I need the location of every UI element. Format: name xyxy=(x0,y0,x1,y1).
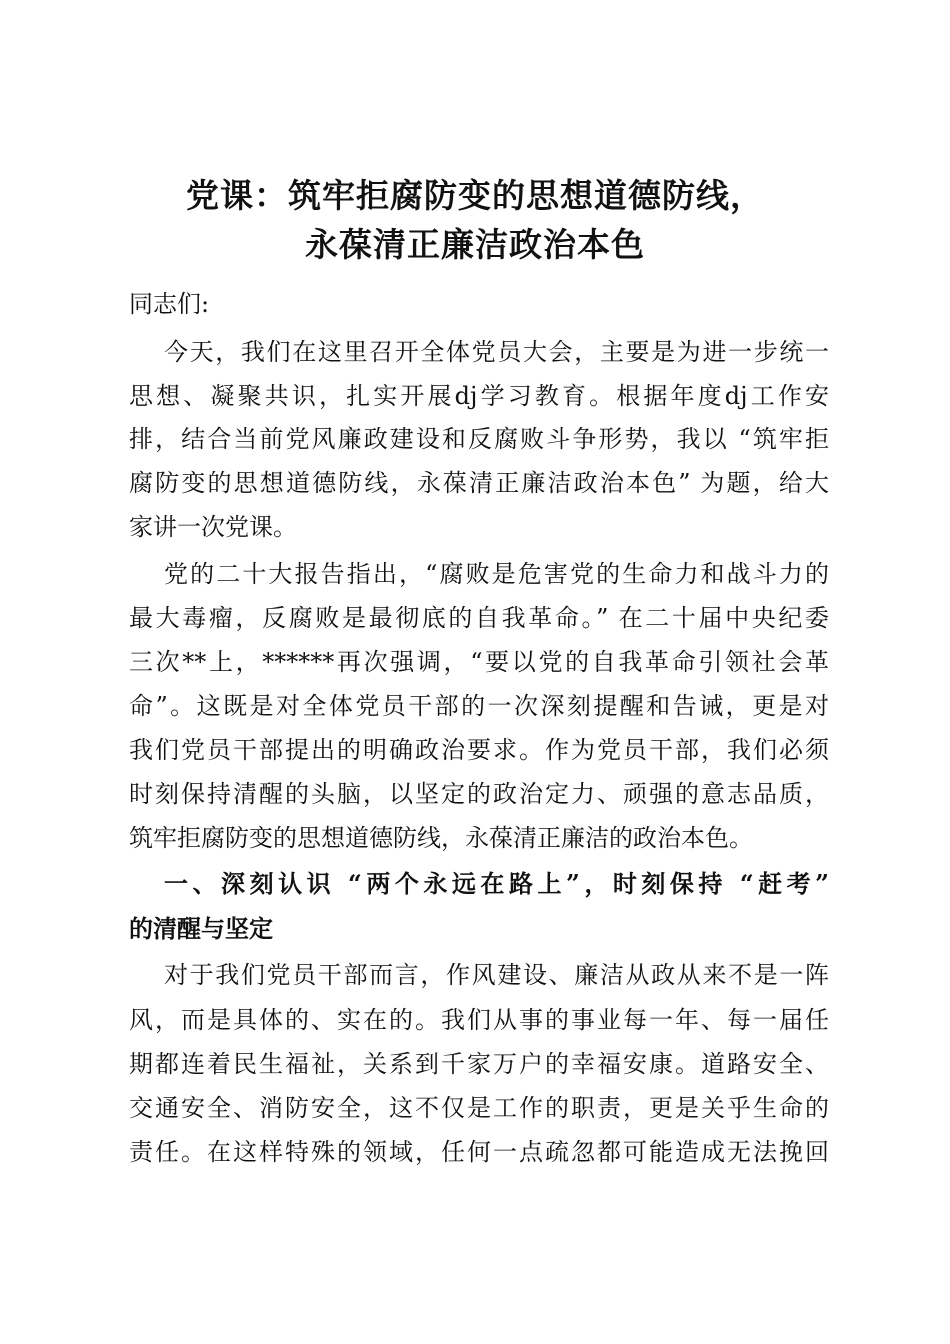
paragraph-2-line: 时刻保持清醒的头脑，以坚定的政治定力、顽强的意志品质， xyxy=(129,780,829,808)
salutation: 同志们: xyxy=(129,290,210,318)
paragraph-3-line: 风，而是具体的、实在的。我们从事的事业每一年、每一届任 xyxy=(129,1006,829,1034)
paragraph-2-line: 党的二十大报告指出，“腐败是危害党的生命力和战斗力的 xyxy=(164,560,829,588)
paragraph-3-line: 对于我们党员干部而言，作风建设、廉洁从政从来不是一阵 xyxy=(164,961,829,989)
paragraph-1-line: 今天，我们在这里召开全体党员大会，主要是为进一步统一 xyxy=(164,338,829,366)
section-heading-line: 的清醒与坚定 xyxy=(129,914,273,943)
section-heading-line: 一、深刻认识 “两个永远在路上”，时刻保持 “赶考” xyxy=(164,869,829,898)
paragraph-2-line: 我们党员干部提出的明确政治要求。作为党员干部，我们必须 xyxy=(129,736,829,764)
paragraph-3-line: 期都连着民生福祉，关系到千家万户的幸福安康。道路安全、 xyxy=(129,1050,829,1078)
document-title-line-2: 永葆清正廉洁政治本色 xyxy=(305,225,645,264)
paragraph-1-line: 排，结合当前党风廉政建设和反腐败斗争形势，我以 “筑牢拒 xyxy=(129,425,829,453)
paragraph-3-line: 责任。在这样特殊的领域，任何一点疏忽都可能造成无法挽回 xyxy=(129,1138,829,1166)
paragraph-2-line: 命”。这既是对全体党员干部的一次深刻提醒和告诫，更是对 xyxy=(129,692,829,720)
paragraph-3-line: 交通安全、消防安全，这不仅是工作的职责，更是关乎生命的 xyxy=(129,1094,829,1122)
document-title-line-1: 党课：筑牢拒腐防变的思想道德防线， xyxy=(186,176,764,215)
paragraph-1-line: 腐防变的思想道德防线，永葆清正廉洁政治本色” 为题，给大 xyxy=(129,469,829,497)
paragraph-1-line: 思想、凝聚共识，扎实开展dj学习教育。根据年度dj工作安 xyxy=(129,382,829,410)
paragraph-1-line: 家讲一次党课。 xyxy=(129,513,297,541)
paragraph-2-line: 筑牢拒腐防变的思想道德防线，永葆清正廉洁的政治本色。 xyxy=(129,824,753,852)
paragraph-2-line: 三次**上，******再次强调，“要以党的自我革命引领社会革 xyxy=(129,648,829,676)
paragraph-2-line: 最大毒瘤，反腐败是最彻底的自我革命。” 在二十届中央纪委 xyxy=(129,604,829,632)
